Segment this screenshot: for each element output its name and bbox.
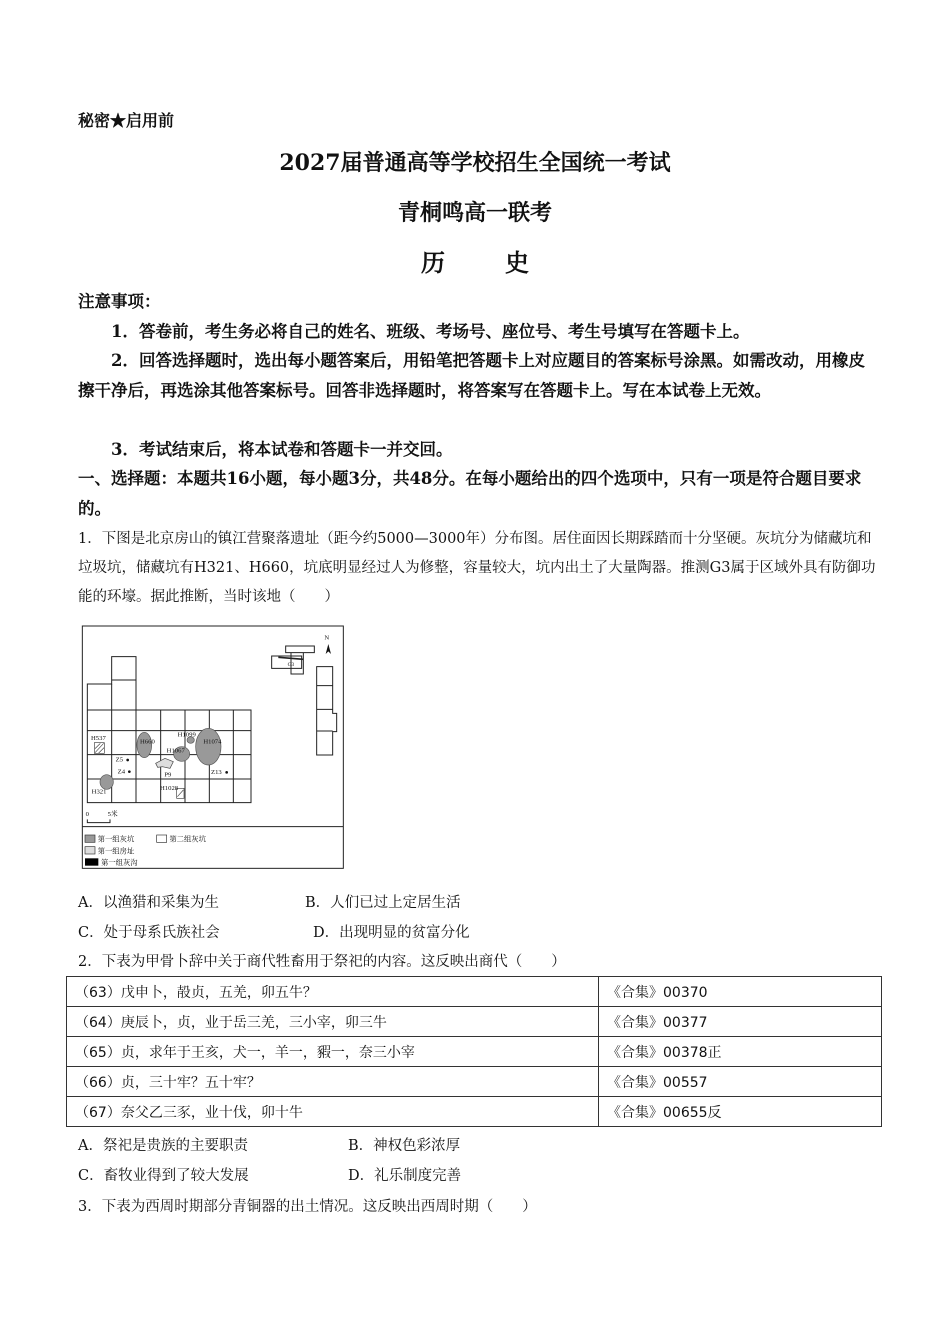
map-label: H660 [140,738,155,746]
table-row [67,1097,882,1127]
q2-option-d[interactable]: D．礼乐制度完善 [348,1168,462,1184]
map-label: H1099 [177,731,196,739]
inscription: （64）庚辰卜，贞，业于岳三羌，三小宰，卯三牛 [67,1007,599,1037]
question-2-stem: 2．下表为甲骨卜辞中关于商代牲畜用于祭祀的内容。这反映出商代（ ） [78,954,566,970]
inscription: （63）戊申卜，㱿贞，五羌，卯五牛？ [67,977,599,1007]
inscription: （66）贞，三十牢？五十牢？ [67,1067,599,1097]
inscription: （65）贞，求年于王亥，犬一，羊一，豭一，奈三小宰 [67,1037,599,1067]
map-label: H1067 [166,747,185,755]
notice-item: 1．答卷前，考生务必将自己的姓名、班级、考场号、座位号、考生号填写在答题卡上。 [111,322,750,341]
q1-option-d[interactable]: D．出现明显的贫富分化 [313,925,470,941]
source: 《合集》00557 [599,1067,882,1097]
exam-title: 2027届普通高等学校招生全国统一考试 [279,150,671,176]
subject-title: 历 史 [421,248,547,277]
q1-option-a[interactable]: A．以渔猎和采集为生 [78,895,219,911]
map-label: Z13 [211,769,222,776]
q2-option-b[interactable]: B．神权色彩浓厚 [348,1138,461,1154]
exam-subtitle: 青桐鸣高一联考 [397,200,552,226]
question-1-stem: 1．下图是北京房山的镇江营聚落遗址（距今约5000—3000年）分布图。居住面因长期踩踏而十分坚硬。灰坑分为储藏坑和垃圾坑，储藏坑有H321、H660，坑底明显经过人为修整，容量较大，坑内出土了大量陶器。推测G3属于区域外具有防御功能的环壕。据此推断，当时该地（ ） [78,531,876,605]
source: 《合集》00655反 [599,1097,882,1127]
table-row [67,1037,882,1067]
table-row [67,977,882,1007]
scale-five: 5米 [107,811,118,818]
source: 《合集》00370 [599,977,882,1007]
map-label: H537 [91,735,106,742]
notice-heading: 注意事项： [78,292,161,311]
map-north-label: N [324,634,330,642]
scale-zero: 0 [85,811,89,818]
map-label-g3: G3 [287,662,295,668]
q2-option-c[interactable]: C．畜牧业得到了较大发展 [78,1168,249,1184]
q1-option-c[interactable]: C．处于母系氏族社会 [78,925,220,941]
map-label: P9 [164,771,172,779]
legend-pit1: 第一组灰坑 [97,834,135,844]
question-3-stem: 3．下表为西周时期部分青铜器的出土情况。这反映出西周时期（ ） [78,1199,537,1215]
map-label: H1028 [160,785,179,792]
settlement-map [75,620,355,870]
north-arrow-icon [326,644,331,654]
notice-item: 3．考试结束后，将本试卷和答题卡一并交回。 [111,440,453,459]
source: 《合集》00378正 [599,1037,882,1067]
confidential-mark: 秘密★启用前 [78,111,175,130]
legend-pit2: 第二组灰坑 [169,834,206,844]
q1-option-b[interactable]: B．人们已过上定居生活 [305,895,461,911]
q2-option-a[interactable]: A．祭祀是贵族的主要职责 [78,1138,248,1154]
legend-ditch: 第一组灰沟 [101,858,138,867]
table-row [67,1007,882,1037]
section-heading: 一、选择题：本题共16小题，每小题3分，共48分。在每小题给出的四个选项中，只有一项是符合题目要求的。 [78,469,862,518]
map-label: H1074 [203,738,222,746]
legend-house: 第一组房址 [97,846,135,856]
map-label: Z4 [117,768,126,776]
inscription: （67）奈父乙三豕，业十伐，卯十牛 [67,1097,599,1127]
map-label: H321 [91,788,107,796]
table-row [67,1067,882,1097]
source: 《合集》00377 [599,1007,882,1037]
map-label: Z5 [115,756,124,764]
notice-item: 2．回答选择题时，选出每小题答案后，用铅笔把答题卡上对应题目的答案标号涂黑。如需改动，用橡皮擦干净后，再选涂其他答案标号。回答非选择题时，将答案写在答题卡上。写在本试卷上无效。 [78,351,865,400]
oracle-table [66,976,882,1127]
